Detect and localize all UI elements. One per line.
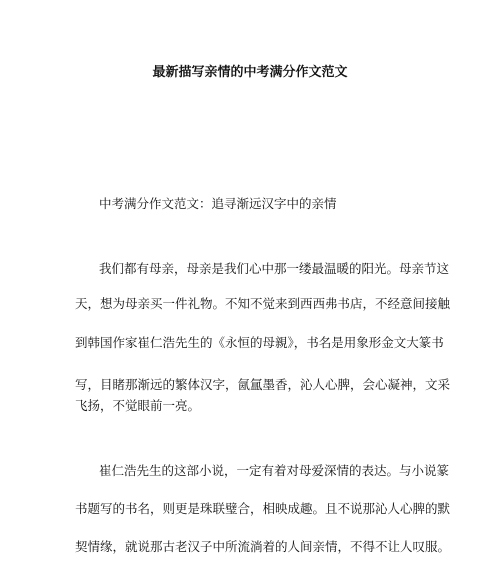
paragraph-line: 崔仁浩先生的这部小说，一定有着对母爱深情的表达。与小说篆 (99, 463, 450, 478)
paragraph-line: 契情缘，就说那古老汉子中所流淌着的人间亲情，不得不让人叹服。 (75, 539, 451, 554)
paragraph-line: 飞扬，不觉眼前一亮。 (75, 398, 201, 413)
paragraph-line: 到韩国作家崔仁浩先生的《永恒的母親》，书名是用象形金文大篆书 (75, 335, 444, 350)
document-title: 最新描写亲情的中考满分作文范文 (152, 65, 348, 80)
paragraph-line: 天，想为母亲买一件礼物。不知不觉来到西西弗书店，不经意间接触 (75, 296, 451, 311)
paragraph-line: 写，目睹那渐远的繁体汉字，氤氲墨香，沁人心脾，会心凝神，文采 (75, 377, 451, 392)
document-subtitle: 中考满分作文范文：追寻渐远汉字中的亲情 (99, 196, 337, 211)
paragraph-line: 书题写的书名，则更是珠联璧合，相映成趣。且不说那沁人心脾的默 (75, 501, 451, 516)
paragraph-line: 我们都有母亲，母亲是我们心中那一缕最温暖的阳光。母亲节这 (99, 261, 450, 276)
